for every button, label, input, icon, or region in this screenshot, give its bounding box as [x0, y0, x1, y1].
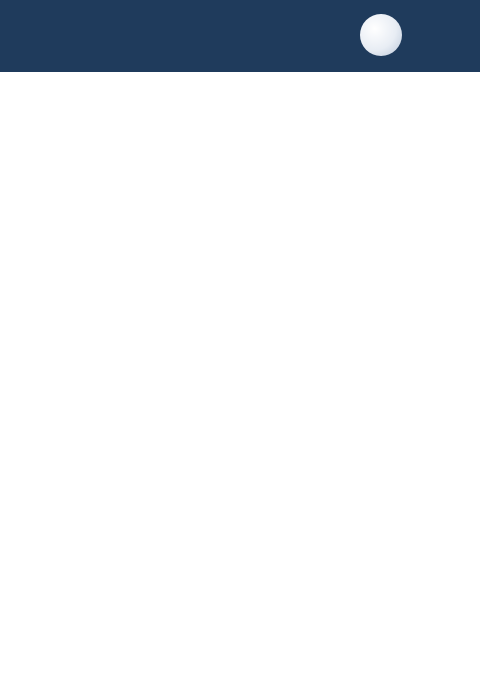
report-header — [0, 0, 480, 72]
qyresearch-logo — [360, 14, 460, 58]
sample-watermark — [110, 183, 409, 417]
globe-icon — [360, 14, 402, 56]
